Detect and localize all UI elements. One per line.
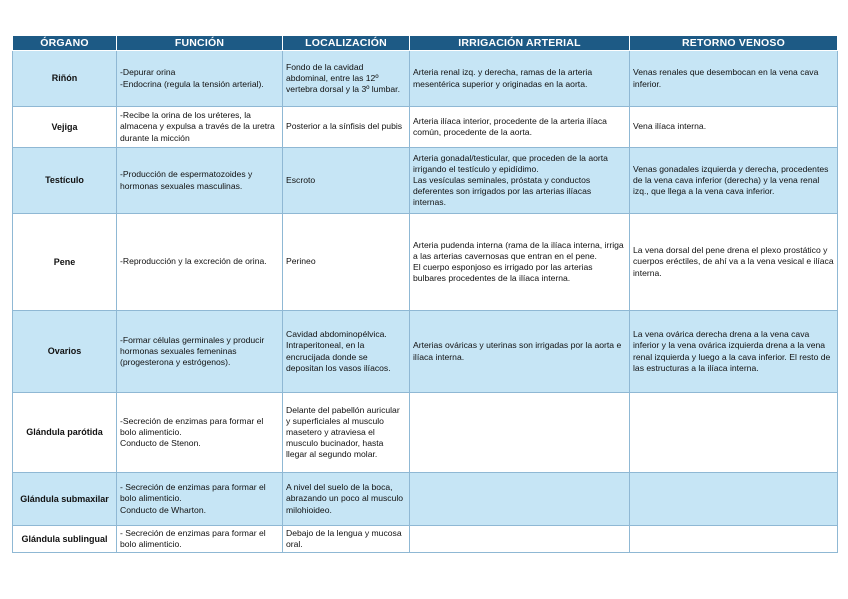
location-cell: Posterior a la sínfisis del pubis: [283, 107, 410, 148]
function-cell: -Recibe la orina de los uréteres, la almacena y expulsa a través de la uretra durante la micción: [117, 107, 283, 148]
venous-cell: [630, 473, 838, 526]
arterial-cell: [410, 473, 630, 526]
location-cell: A nivel del suelo de la boca, abrazando un poco al musculo milohioideo.: [283, 473, 410, 526]
organ-cell: Glándula submaxilar: [13, 473, 117, 526]
table-row: [13, 393, 838, 473]
arterial-cell: Arteria renal izq. y derecha, ramas de la arteria mesentérica superior y originadas en la aorta.: [410, 51, 630, 107]
arterial-cell: Arteria ilíaca interior, procedente de la arteria ilíaca común, procedente de la aorta.: [410, 107, 630, 148]
table-row: [13, 311, 838, 393]
header-location: LOCALIZACIÓN: [283, 36, 410, 51]
organ-cell: Vejiga: [13, 107, 117, 148]
table-row: [13, 107, 838, 148]
function-cell: -Secreción de enzimas para formar el bolo alimenticio. Conducto de Stenon.: [117, 393, 283, 473]
table-row: [13, 526, 838, 553]
venous-cell: Vena ilíaca interna.: [630, 107, 838, 148]
table-row: [13, 148, 838, 214]
function-cell: -Formar células germinales y producir hormonas sexuales femeninas (progesterona y estrógenos).: [117, 311, 283, 393]
table-row: [13, 473, 838, 526]
function-cell: -Depurar orina -Endocrina (regula la tensión arterial).: [117, 51, 283, 107]
organ-cell: Glándula parótida: [13, 393, 117, 473]
organ-cell: Pene: [13, 214, 117, 311]
table-header-row: [13, 36, 838, 51]
function-cell: - Secreción de enzimas para formar el bolo alimenticio. Conducto de Wharton.: [117, 473, 283, 526]
arterial-cell: [410, 393, 630, 473]
location-cell: Fondo de la cavidad abdominal, entre las 12º vertebra dorsal y la 3º lumbar.: [283, 51, 410, 107]
function-cell: -Producción de espermatozoides y hormonas sexuales masculinas.: [117, 148, 283, 214]
organ-cell: Glándula sublingual: [13, 526, 117, 553]
organ-cell: Testículo: [13, 148, 117, 214]
function-cell: - Secreción de enzimas para formar el bolo alimenticio.: [117, 526, 283, 553]
header-organ: ÓRGANO: [13, 36, 117, 51]
arterial-cell: Arteria gonadal/testicular, que proceden de la aorta irrigando el testículo y epidídimo. Las vesículas seminales, próstata y conductos deferentes son irrigados por las arterias ilíacas internas.: [410, 148, 630, 214]
venous-cell: La vena dorsal del pene drena el plexo prostático y cuerpos eréctiles, de ahí va a la vena vesical e ilíaca interna.: [630, 214, 838, 311]
venous-cell: [630, 393, 838, 473]
table-row: [13, 214, 838, 311]
header-venous: RETORNO VENOSO: [630, 36, 838, 51]
venous-cell: Venas renales que desembocan en la vena cava inferior.: [630, 51, 838, 107]
function-cell: -Reproducción y la excreción de orina.: [117, 214, 283, 311]
location-cell: Cavidad abdominopélvica. Intraperitoneal, en la encrucijada donde se depositan los vasos ilíacos.: [283, 311, 410, 393]
arterial-cell: Arteria pudenda interna (rama de la ilíaca interna, irriga a las arterias cavernosas que entran en el pene. El cuerpo esponjoso es irrigado por las arterias bulbares procedentes de la ilíaca interna.: [410, 214, 630, 311]
arterial-cell: Arterias ováricas y uterinas son irrigadas por la aorta e ilíaca interna.: [410, 311, 630, 393]
location-cell: Debajo de la lengua y mucosa oral.: [283, 526, 410, 553]
venous-cell: La vena ovárica derecha drena a la vena cava inferior y la vena ovárica izquierda drena a la vena renal izquierda y luego a la cava inferior. El resto de las estructuras a la ilíaca interna.: [630, 311, 838, 393]
organ-table: [12, 35, 838, 553]
venous-cell: Venas gonadales izquierda y derecha, procedentes de la vena cava inferior (derecha) y la vena renal izq., que llega a la vena cava inferior.: [630, 148, 838, 214]
organ-cell: Ovarios: [13, 311, 117, 393]
header-function: FUNCIÓN: [117, 36, 283, 51]
table-row: [13, 51, 838, 107]
location-cell: Delante del pabellón auricular y superficiales al musculo masetero y atraviesa el musculo bucinador, hasta llegar al segundo molar.: [283, 393, 410, 473]
header-arterial: IRRIGACIÓN ARTERIAL: [410, 36, 630, 51]
organ-cell: Riñón: [13, 51, 117, 107]
venous-cell: [630, 526, 838, 553]
location-cell: Perineo: [283, 214, 410, 311]
arterial-cell: [410, 526, 630, 553]
location-cell: Escroto: [283, 148, 410, 214]
